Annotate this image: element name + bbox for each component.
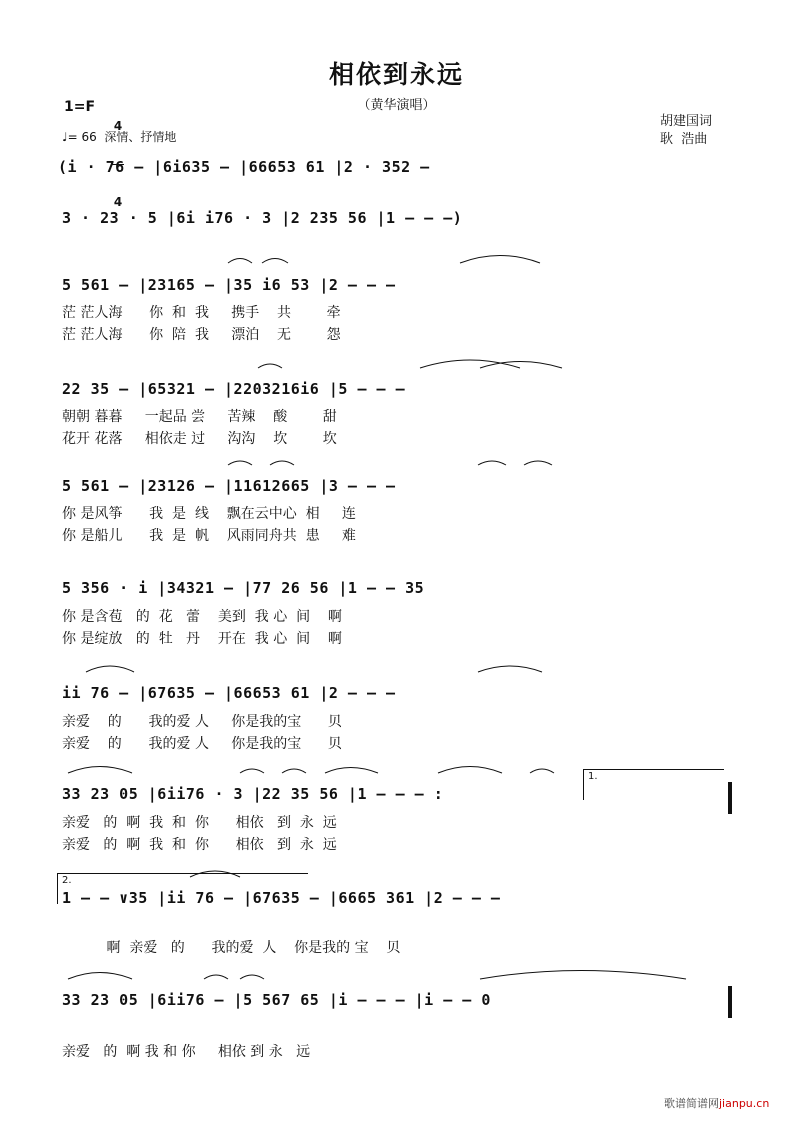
- slur: [204, 975, 228, 979]
- meter-bottom: 4: [113, 195, 123, 209]
- slur: [258, 364, 282, 368]
- slur: [240, 769, 264, 773]
- system-6-lyrics-2: 你 是绽放 的 牡 丹 开在 我 心 间 啊: [62, 631, 342, 647]
- slur: [460, 256, 540, 264]
- system-4-notes: 22 35 – |65321 – |2203216i6 |5 – – –: [62, 380, 406, 398]
- system-3-notes: 5 561 – |23165 – |35 i6 53 |2 – – –: [62, 276, 396, 294]
- system-10-notes: 33 23 05 |6ii76 – |5 567 65 |i – – – |i – – 0: [62, 991, 491, 1009]
- system-5-notes: 5 561 – |23126 – |11612665 |3 – – –: [62, 477, 396, 495]
- system-2-notes: 3 · 23 · 5 |6i i76 · 3 |2 235 56 |1 – – –): [62, 209, 463, 227]
- final-barline: [728, 986, 732, 1018]
- watermark-en: jianpu.cn: [719, 1097, 770, 1110]
- volta-2-label: 2.: [62, 875, 72, 886]
- watermark: [664, 1095, 769, 1111]
- key-signature: 1=F: [64, 99, 96, 115]
- system-8-lyrics-2: 亲爱 的 啊 我 和 你 相依 到 永 远: [62, 837, 337, 853]
- system-7-notes: ii 76 – |67635 – |66653 61 |2 – – –: [62, 684, 396, 702]
- slur: [480, 971, 686, 980]
- system-5-lyrics-1: 你 是风筝 我 是 线 飘在云中心 相 连: [62, 506, 356, 522]
- slur: [480, 362, 562, 369]
- volta-1-label: 1.: [588, 771, 598, 782]
- repeat-end-barline: [728, 782, 732, 814]
- slur: [68, 973, 132, 980]
- system-5-lyrics-2: 你 是船儿 我 是 帆 风雨同舟共 患 难: [62, 528, 356, 544]
- slur: [420, 360, 520, 368]
- system-10-lyrics-1: 亲爱 的 啊 我 和 你 相依 到 永 远: [62, 1044, 311, 1060]
- slur: [282, 769, 306, 773]
- composer-credit: 耿 浩曲: [660, 132, 708, 147]
- slur: [478, 461, 506, 465]
- slur: [524, 461, 552, 465]
- slur: [262, 259, 288, 264]
- slur: [228, 461, 252, 465]
- slur: [478, 666, 542, 672]
- slur: [438, 767, 502, 774]
- system-8-notes: 33 23 05 |6ii76 · 3 |22 35 56 |1 – – – :: [62, 785, 444, 803]
- system-8-lyrics-1: 亲爱 的 啊 我 和 你 相依 到 永 远: [62, 815, 337, 831]
- volta-1-bracket: [583, 769, 724, 800]
- system-9-notes: 1 – – ∨35 |ii 76 – |67635 – |6665 361 |2 – – –: [62, 889, 501, 907]
- system-7-lyrics-2: 亲爱 的 我的爱 人 你是我的宝 贝: [62, 736, 342, 752]
- slur: [68, 767, 132, 774]
- system-9-lyrics-1: 啊 亲爱 的 我的爱 人 你是我的 宝 贝: [62, 940, 401, 956]
- lyricist-credit: 胡建国词: [660, 114, 713, 129]
- slur: [86, 666, 134, 672]
- watermark-cn: 歌谱简谱网: [664, 1097, 719, 1110]
- meter-top: 4: [113, 119, 123, 133]
- system-6-lyrics-1: 你 是含苞 的 花 蕾 美到 我 心 间 啊: [62, 609, 342, 625]
- system-4-lyrics-1: 朝朝 暮暮 一起品 尝 苦辣 酸 甜: [62, 409, 337, 425]
- system-3-lyrics-1: 茫 茫人海 你 和 我 携手 共 牵: [62, 305, 341, 321]
- system-3-lyrics-2: 茫 茫人海 你 陪 我 漂泊 无 怨: [62, 327, 341, 343]
- time-signature: [112, 89, 124, 225]
- tempo-marking: ♩= 66 深情、抒情地: [62, 130, 177, 144]
- performer-subtitle: （黄华演唱）: [357, 98, 436, 113]
- slur: [228, 259, 252, 264]
- slur: [530, 769, 554, 773]
- system-6-notes: 5 356 · i |34321 – |77 26 56 |1 – – 35: [62, 579, 425, 597]
- song-title: 相依到永远: [328, 60, 464, 89]
- slur: [325, 768, 378, 774]
- system-7-lyrics-1: 亲爱 的 我的爱 人 你是我的宝 贝: [62, 714, 342, 730]
- slur: [240, 975, 264, 979]
- slur: [270, 461, 294, 465]
- system-1-notes: (i · 76 – |6i635 – |66653 61 |2 · 352 –: [58, 158, 430, 176]
- system-4-lyrics-2: 花开 花落 相依走 过 沟沟 坎 坎: [62, 431, 337, 447]
